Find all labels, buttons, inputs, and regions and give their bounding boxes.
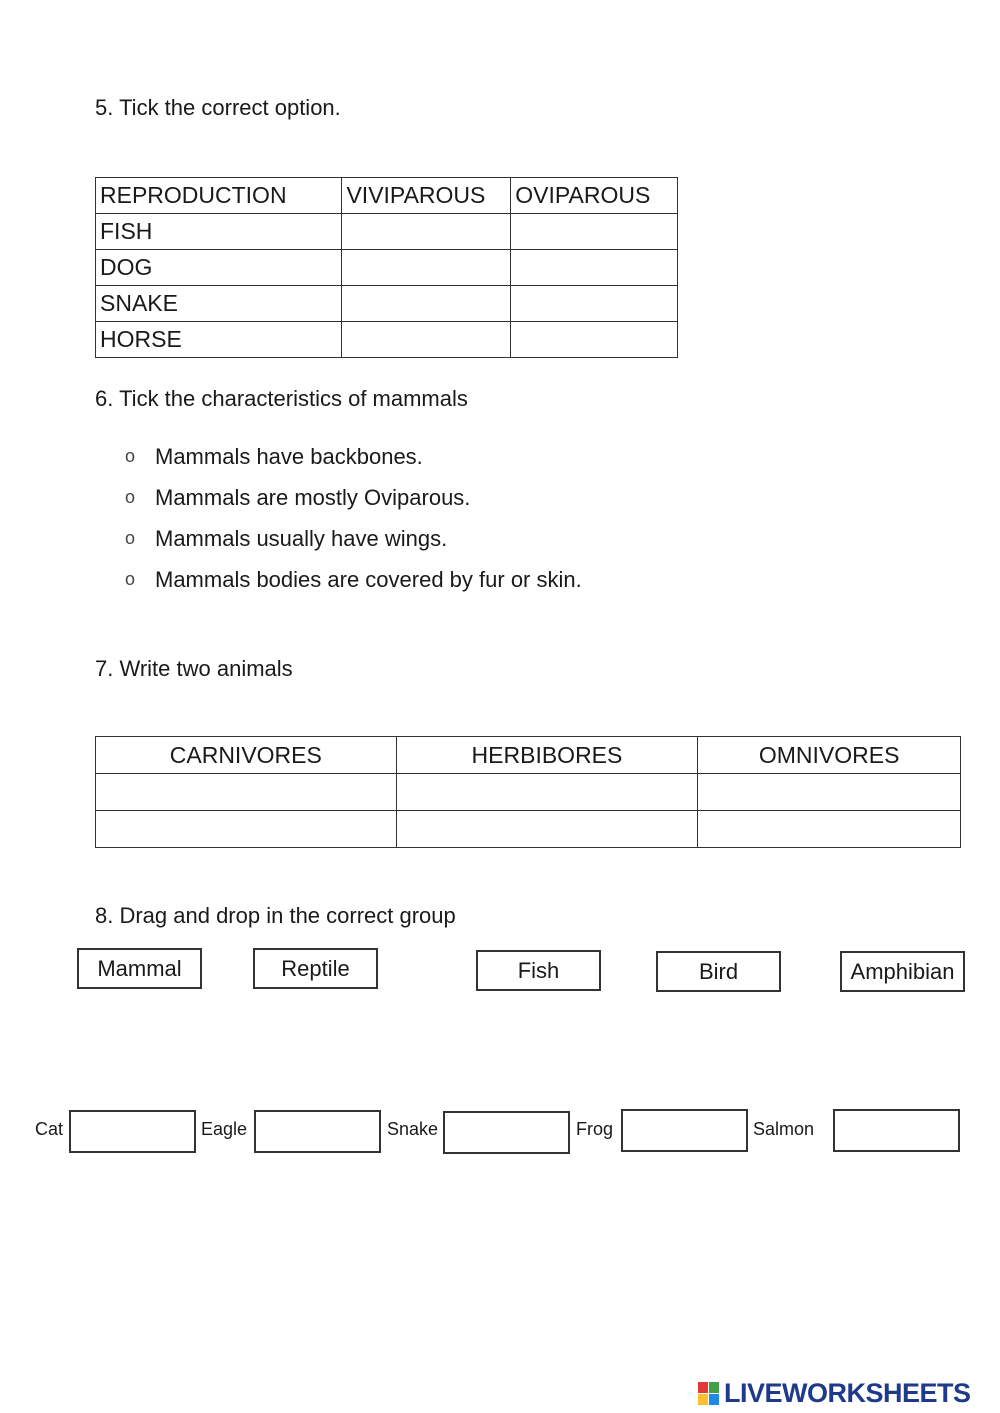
reproduction-table [95,177,678,358]
answer-cell[interactable] [96,811,397,848]
option-item[interactable] [125,559,582,600]
option-label: Mammals usually have wings. [155,525,448,551]
tick-cell[interactable] [342,322,511,358]
row-label: HORSE [96,322,342,358]
table-row [96,214,678,250]
group-box-bird[interactable]: Bird [656,951,781,992]
answer-cell[interactable] [96,774,397,811]
radio-icon[interactable]: o [125,569,136,589]
liveworksheets-logo [698,1378,971,1409]
drop-box-frog[interactable] [621,1109,748,1152]
option-label: Mammals have backbones. [155,443,423,469]
drop-box-cat[interactable] [69,1110,196,1153]
answer-cell[interactable] [396,811,698,848]
table-row [96,774,961,811]
question-8-heading: 8. Drag and drop in the correct group [95,903,456,928]
table-row [96,322,678,358]
animal-label-snake: Snake [387,1119,439,1139]
animal-label-frog: Frog [576,1119,614,1139]
tick-cell[interactable] [511,322,678,358]
table-row [96,286,678,322]
drop-box-snake[interactable] [443,1111,570,1154]
header-cell: OVIPAROUS [511,178,678,214]
answer-cell[interactable] [396,774,698,811]
logo-block-icon [698,1382,708,1393]
tick-cell[interactable] [511,214,678,250]
option-item[interactable] [125,518,582,559]
radio-icon[interactable]: o [125,487,136,507]
animal-label-cat: Cat [35,1119,64,1139]
logo-text: LIVEWORKSHEETS [724,1378,971,1408]
table-header-row [96,737,961,774]
header-cell: HERBIBORES [396,737,698,774]
row-label: DOG [96,250,342,286]
group-box-mammal[interactable]: Mammal [77,948,202,989]
diet-table [95,736,961,848]
logo-block-icon [709,1394,719,1405]
animal-label-salmon: Salmon [753,1119,815,1139]
logo-block-icon [709,1382,719,1393]
option-label: Mammals are mostly Oviparous. [155,484,471,510]
radio-icon[interactable]: o [125,446,136,466]
radio-icon[interactable]: o [125,528,136,548]
animal-label-eagle: Eagle [201,1119,248,1139]
header-cell: REPRODUCTION [96,178,342,214]
row-label: SNAKE [96,286,342,322]
group-box-reptile[interactable]: Reptile [253,948,378,989]
row-label: FISH [96,214,342,250]
group-box-fish[interactable]: Fish [476,950,601,991]
question-7-heading: 7. Write two animals [95,656,293,681]
drop-box-eagle[interactable] [254,1110,381,1153]
table-row [96,811,961,848]
question-6-heading: 6. Tick the characteristics of mammals [95,386,468,411]
header-cell: CARNIVORES [96,737,397,774]
option-label: Mammals bodies are covered by fur or skin. [155,566,582,592]
header-cell: OMNIVORES [698,737,961,774]
question-5-heading: 5. Tick the correct option. [95,95,341,120]
tick-cell[interactable] [342,250,511,286]
logo-blocks-icon [698,1382,720,1406]
table-header-row [96,178,678,214]
group-box-amphibian[interactable]: Amphibian [840,951,965,992]
tick-cell[interactable] [342,286,511,322]
option-item[interactable] [125,477,582,518]
header-cell: VIVIPAROUS [342,178,511,214]
tick-cell[interactable] [511,286,678,322]
mammal-options-list [125,436,582,600]
logo-block-icon [698,1394,708,1405]
answer-cell[interactable] [698,811,961,848]
drop-box-salmon[interactable] [833,1109,960,1152]
tick-cell[interactable] [511,250,678,286]
table-row [96,250,678,286]
answer-cell[interactable] [698,774,961,811]
tick-cell[interactable] [342,214,511,250]
option-item[interactable] [125,436,582,477]
